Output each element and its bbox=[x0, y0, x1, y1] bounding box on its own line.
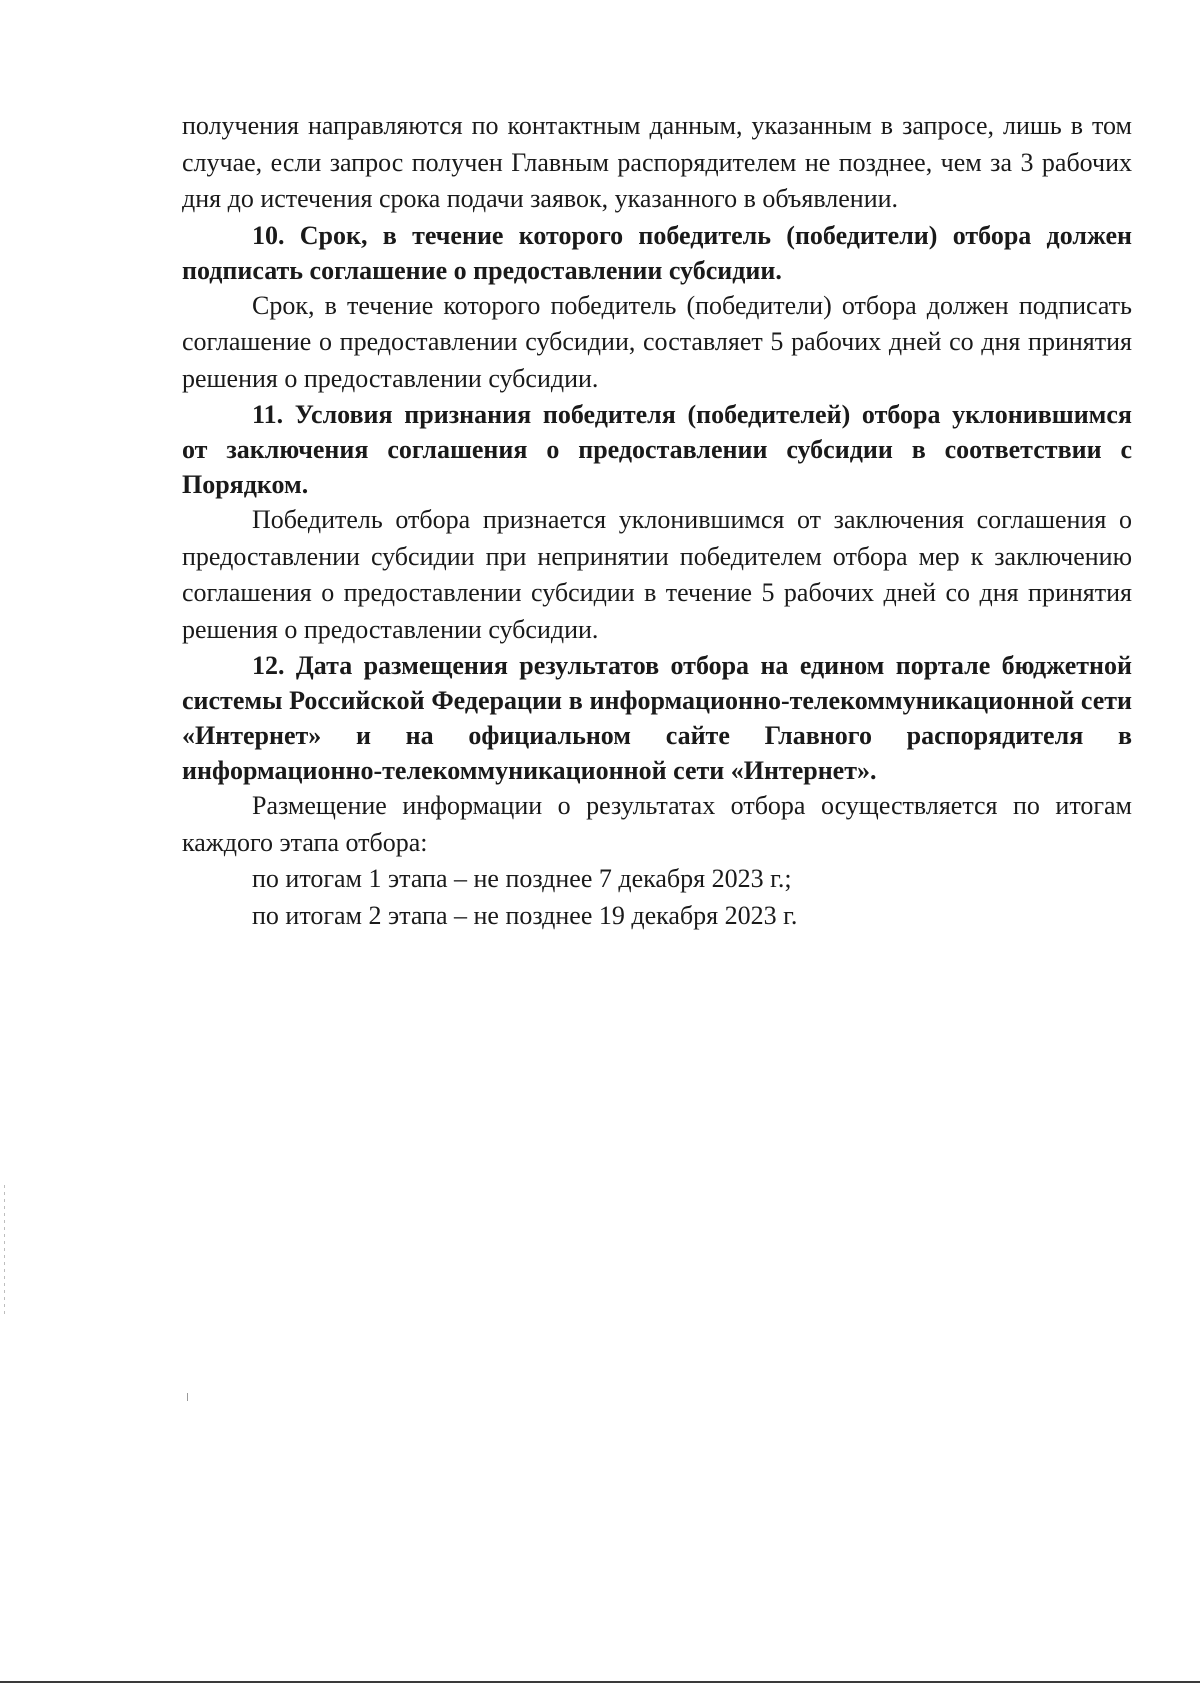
intro-paragraph: получения направляются по контактным данным, указанным в запросе, лишь в том случае, если запрос получен Главным распорядителем не позднее, чем за 3 рабочих дня до истечения срока подачи заявок, указанного в объявлении. bbox=[182, 111, 1132, 213]
section-10 bbox=[182, 218, 1132, 398]
section-heading: 11. Условия признания победителя (победителей) отбора уклонившимся от заключения соглашения о предоставлении субсидии в соответствии с Порядком. bbox=[182, 400, 1132, 499]
scan-edge-line bbox=[0, 1681, 1200, 1683]
section-heading: 10. Срок, в течение которого победитель (победители) отбора должен подписать соглашение о предоставлении субсидии. bbox=[182, 220, 1132, 285]
scan-margin-mark bbox=[4, 1185, 5, 1315]
section-11 bbox=[182, 397, 1132, 648]
stage-1-deadline: по итогам 1 этапа – не позднее 7 декабря 2023 г.; bbox=[252, 864, 792, 893]
section-body: Срок, в течение которого победитель (победители) отбора должен подписать соглашение о предоставлении субсидии, составляет 5 рабочих дней со дня принятия решения о предоставлении субсидии. bbox=[182, 290, 1132, 393]
scan-speck bbox=[187, 1393, 188, 1401]
section-12 bbox=[182, 648, 1132, 934]
document-page bbox=[182, 108, 1132, 934]
section-body: Победитель отбора признается уклонившимся от заключения соглашения о предоставлении субсидии при непринятии победителем отбора мер к заключению соглашения о предоставлении субсидии в течение 5 рабочих дней со дня принятия решения о предоставлении субсидии. bbox=[182, 505, 1132, 644]
section-heading: 12. Дата размещения результатов отбора на едином портале бюджетной системы Российской Федерации в информационно-телекоммуникационной сети «Интернет» и на официальном сайте Главного распорядителя в информационно-телекоммуникационной сети «Интернет». bbox=[182, 651, 1132, 785]
section-body: Размещение информации о результатах отбора осуществляется по итогам каждого этапа отбора: bbox=[182, 791, 1132, 857]
stage-2-deadline: по итогам 2 этапа – не позднее 19 декабря 2023 г. bbox=[252, 900, 798, 930]
